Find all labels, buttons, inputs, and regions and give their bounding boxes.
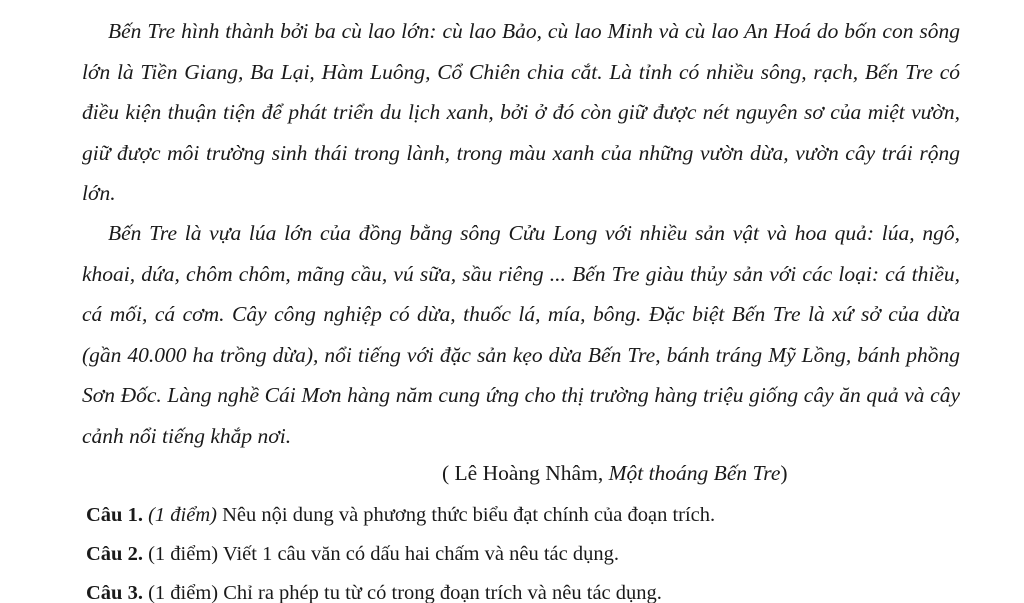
citation-close: ) [780, 461, 788, 485]
question-1-points: (1 điểm) [148, 504, 217, 526]
question-2-text: Viết 1 câu văn có dấu hai chấm và nêu tác dụng. [218, 543, 619, 565]
question-3-text: Chỉ ra phép tu từ có trong đoạn trích và nêu tác dụng. [218, 582, 662, 603]
cropped-heading-fragment [86, 0, 526, 4]
question-3-points: (1 điểm) [148, 582, 219, 603]
question-2-points: (1 điểm) [148, 543, 219, 565]
question-3-label: Câu 3. [86, 582, 143, 603]
question-3 [86, 575, 662, 603]
passage-paragraph-2: Bến Tre là vựa lúa lớn của đồng bằng sông Cửu Long với nhiều sản vật và hoa quả: lúa, ngô, khoai, dứa, chôm chôm, mãng cầu, vú sữa, sầu riêng ... Bến Tre giàu thủy sản với các loại: cá thiều, cá mối, cá cơm. Cây công nghiệp có dừa, thuốc lá, mía, bông. Đặc biệt Bến Tre là xứ sở của dừa (gần 40.000 ha trồng dừa), nổi tiếng với đặc sản kẹo dừa Bến Tre, bánh tráng Mỹ Lồng, bánh phồng Sơn Đốc. Làng nghề Cái Mơn hàng năm cung ứng cho thị trường hàng triệu giống cây ăn quả và cây cảnh nổi tiếng khắp nơi. [82, 221, 960, 448]
question-1-text: Nêu nội dung và phương thức biểu đạt chính của đoạn trích. [216, 504, 716, 526]
question-1 [86, 497, 715, 533]
question-2 [86, 536, 619, 572]
source-citation [442, 455, 788, 491]
citation-book-title: Một thoáng Bến Tre [608, 461, 781, 485]
question-2-label: Câu 2. [86, 543, 143, 565]
question-1-label: Câu 1. [86, 504, 143, 526]
passage-paragraph-1: Bến Tre hình thành bởi ba cù lao lớn: cù lao Bảo, cù lao Minh và cù lao An Hoá do bốn con sông lớn là Tiền Giang, Ba Lại, Hàm Luông, Cổ Chiên chia cắt. Là tỉnh có nhiều sông, rạch, Bến Tre có điều kiện thuận tiện để phát triển du lịch xanh, bởi ở đó còn giữ được nét nguyên sơ của miệt vườn, giữ được môi trường sinh thái trong lành, trong màu xanh của những vườn dừa, vườn cây trái rộng lớn. [82, 19, 960, 205]
citation-author: ( Lê Hoàng Nhâm, [442, 461, 609, 485]
